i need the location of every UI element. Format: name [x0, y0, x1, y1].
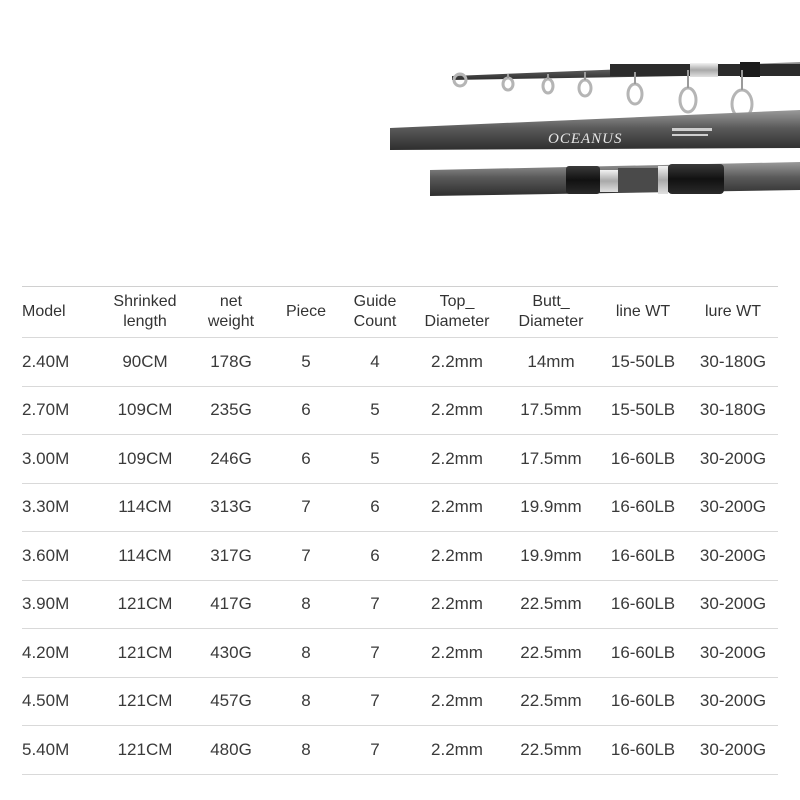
table-row — [22, 338, 778, 387]
cell-shrinked-length: 114CM — [100, 483, 190, 532]
cell-top-diameter: 2.2mm — [410, 677, 504, 726]
cell-model: 3.60M — [22, 532, 100, 581]
table-row — [22, 386, 778, 435]
rod-blank-with-brand — [390, 110, 800, 150]
cell-butt-diameter: 22.5mm — [504, 726, 598, 775]
cell-line-wt: 16-60LB — [598, 580, 688, 629]
cell-model: 4.20M — [22, 629, 100, 678]
cell-model: 4.50M — [22, 677, 100, 726]
cell-net-weight: 430G — [190, 629, 272, 678]
cell-shrinked-length: 114CM — [100, 532, 190, 581]
cell-line-wt: 15-50LB — [598, 386, 688, 435]
cell-guide-count: 6 — [340, 483, 410, 532]
cell-top-diameter: 2.2mm — [410, 726, 504, 775]
cell-net-weight: 313G — [190, 483, 272, 532]
rod-butt-with-reel-seat — [430, 162, 800, 196]
cell-shrinked-length: 109CM — [100, 435, 190, 484]
cell-piece: 7 — [272, 532, 340, 581]
cell-butt-diameter: 17.5mm — [504, 386, 598, 435]
table-row — [22, 532, 778, 581]
header-piece: Piece — [272, 287, 340, 338]
cell-piece: 8 — [272, 677, 340, 726]
cell-line-wt: 16-60LB — [598, 726, 688, 775]
cell-net-weight: 246G — [190, 435, 272, 484]
cell-shrinked-length: 121CM — [100, 677, 190, 726]
cell-net-weight: 317G — [190, 532, 272, 581]
cell-top-diameter: 2.2mm — [410, 580, 504, 629]
cell-line-wt: 15-50LB — [598, 338, 688, 387]
cell-lure-wt: 30-200G — [688, 532, 778, 581]
guide-ring-6 — [680, 88, 696, 112]
cell-lure-wt: 30-180G — [688, 338, 778, 387]
cell-line-wt: 16-60LB — [598, 629, 688, 678]
header-net-weight: net weight — [190, 287, 272, 338]
cell-butt-diameter: 19.9mm — [504, 532, 598, 581]
table-row — [22, 629, 778, 678]
cell-piece: 8 — [272, 726, 340, 775]
cell-piece: 6 — [272, 435, 340, 484]
cell-net-weight: 457G — [190, 677, 272, 726]
cell-piece: 6 — [272, 386, 340, 435]
cell-lure-wt: 30-200G — [688, 483, 778, 532]
cell-butt-diameter: 22.5mm — [504, 580, 598, 629]
cell-lure-wt: 30-200G — [688, 435, 778, 484]
cell-guide-count: 4 — [340, 338, 410, 387]
cell-model: 5.40M — [22, 726, 100, 775]
cell-butt-diameter: 22.5mm — [504, 677, 598, 726]
cell-shrinked-length: 121CM — [100, 580, 190, 629]
cell-guide-count: 7 — [340, 726, 410, 775]
cell-net-weight: 178G — [190, 338, 272, 387]
table-row — [22, 435, 778, 484]
cell-lure-wt: 30-200G — [688, 726, 778, 775]
cell-model: 2.40M — [22, 338, 100, 387]
header-top-diameter: Top_ Diameter — [410, 287, 504, 338]
cell-shrinked-length: 90CM — [100, 338, 190, 387]
cell-model: 3.90M — [22, 580, 100, 629]
cell-lure-wt: 30-200G — [688, 580, 778, 629]
guide-ring-5 — [628, 84, 642, 104]
table-row — [22, 726, 778, 775]
cell-shrinked-length: 121CM — [100, 726, 190, 775]
table-row — [22, 483, 778, 532]
header-line-wt: line WT — [598, 287, 688, 338]
cell-butt-diameter: 22.5mm — [504, 629, 598, 678]
guide-ring-3 — [543, 79, 553, 93]
cell-model: 3.30M — [22, 483, 100, 532]
cell-guide-count: 7 — [340, 677, 410, 726]
guide-ring-4 — [579, 80, 591, 96]
cell-butt-diameter: 17.5mm — [504, 435, 598, 484]
cell-line-wt: 16-60LB — [598, 483, 688, 532]
cell-line-wt: 16-60LB — [598, 532, 688, 581]
cell-top-diameter: 2.2mm — [410, 435, 504, 484]
cell-top-diameter: 2.2mm — [410, 338, 504, 387]
cell-piece: 8 — [272, 629, 340, 678]
table-row — [22, 677, 778, 726]
cell-lure-wt: 30-180G — [688, 386, 778, 435]
table-header-row — [22, 287, 778, 338]
cell-top-diameter: 2.2mm — [410, 532, 504, 581]
cell-top-diameter: 2.2mm — [410, 483, 504, 532]
cell-butt-diameter: 14mm — [504, 338, 598, 387]
cell-net-weight: 417G — [190, 580, 272, 629]
cell-net-weight: 480G — [190, 726, 272, 775]
brand-logo-text: OCEANUS — [548, 131, 623, 147]
cell-model: 2.70M — [22, 386, 100, 435]
cell-guide-count: 7 — [340, 629, 410, 678]
header-guide-count: Guide Count — [340, 287, 410, 338]
cell-model: 3.00M — [22, 435, 100, 484]
cell-lure-wt: 30-200G — [688, 629, 778, 678]
cell-butt-diameter: 19.9mm — [504, 483, 598, 532]
spec-table — [22, 286, 778, 775]
cell-top-diameter: 2.2mm — [410, 386, 504, 435]
header-butt-diameter: Butt_ Diameter — [504, 287, 598, 338]
cell-line-wt: 16-60LB — [598, 435, 688, 484]
cell-piece: 8 — [272, 580, 340, 629]
header-shrinked-length: Shrinked length — [100, 287, 190, 338]
cell-lure-wt: 30-200G — [688, 677, 778, 726]
table-row — [22, 580, 778, 629]
cell-shrinked-length: 121CM — [100, 629, 190, 678]
header-lure-wt: lure WT — [688, 287, 778, 338]
collapsed-rod-with-guides — [452, 62, 800, 118]
cell-piece: 7 — [272, 483, 340, 532]
header-model: Model — [22, 287, 100, 338]
cell-guide-count: 7 — [340, 580, 410, 629]
guide-ring-2 — [503, 78, 513, 90]
cell-line-wt: 16-60LB — [598, 677, 688, 726]
cell-net-weight: 235G — [190, 386, 272, 435]
cell-guide-count: 5 — [340, 435, 410, 484]
fishing-rod-illustration — [0, 0, 800, 280]
cell-guide-count: 5 — [340, 386, 410, 435]
cell-guide-count: 6 — [340, 532, 410, 581]
cell-shrinked-length: 109CM — [100, 386, 190, 435]
cell-top-diameter: 2.2mm — [410, 629, 504, 678]
cell-piece: 5 — [272, 338, 340, 387]
